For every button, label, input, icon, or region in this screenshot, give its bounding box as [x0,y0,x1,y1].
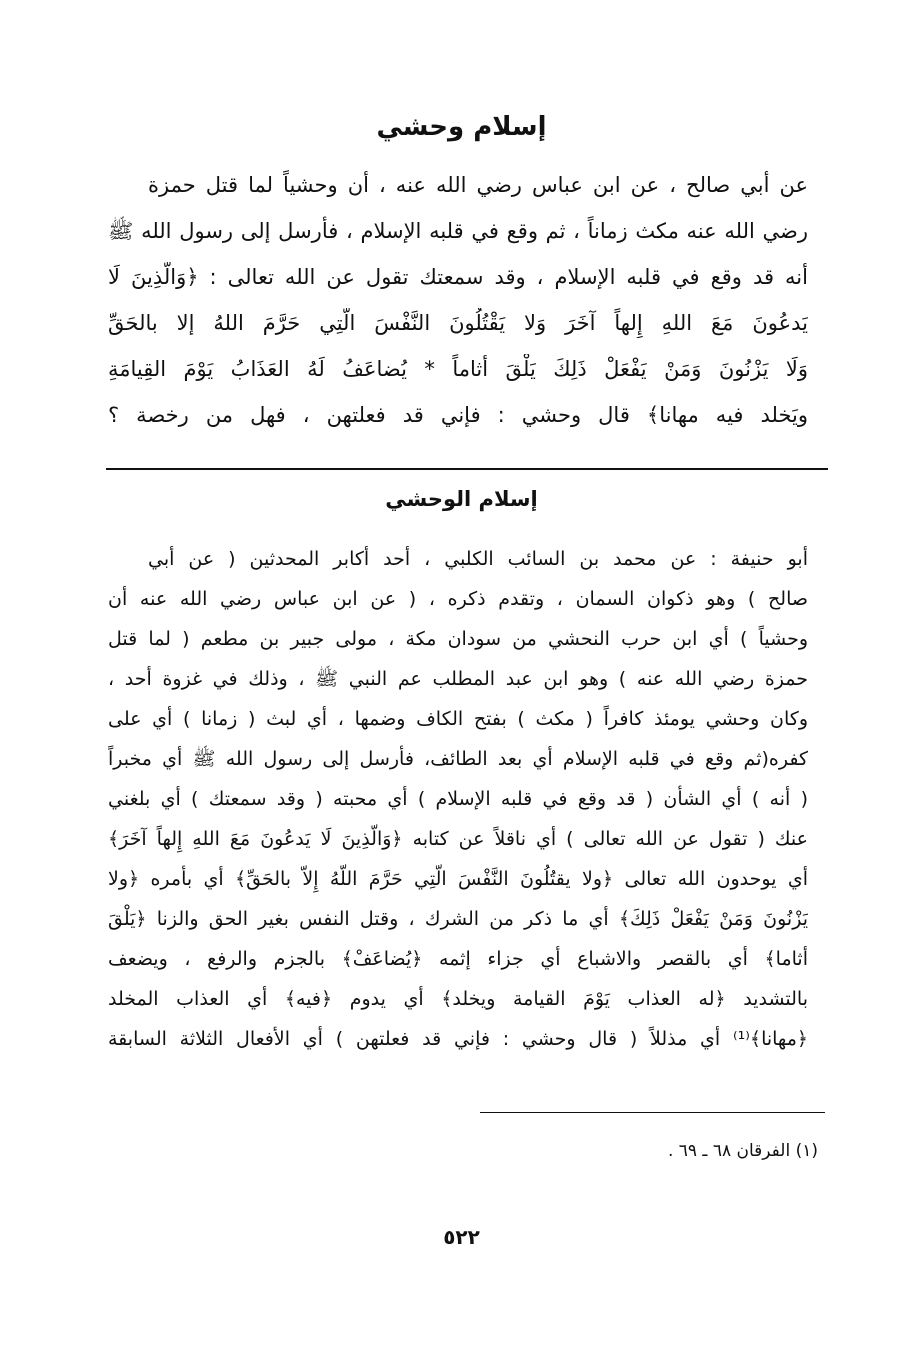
text-line: عنك ( تقول عن الله تعالى ) أي ناقلاً عن كتابه ﴿وَالَّذِينَ لَا يَدعُونَ مَعَ اللهِ إِلهاً آخَرَ﴾ [108,828,808,850]
text-line: وحشياً ) أي ابن حرب النحشي من سودان مكة ، مولى جبير بن مطعم ( لما قتل [108,628,808,650]
text-line: يَدعُونَ مَعَ اللهِ إِلهاً آخَرَ وَلا يَقْتُلُونَ النَّفْسَ الَّتِي حَرَّمَ اللهُ إلا بالحَقِّ [108,311,808,335]
text-line: ﴿مهانا﴾⁽¹⁾ أي مذللاً ( قال وحشي : فإني قد فعلتهن ) أي الأفعال الثلاثة السابقة [108,1028,808,1050]
text-line: عن أبي صالح ، عن ابن عباس رضي الله عنه ، أن وحشياً لما قتل حمزة [148,173,808,197]
text-line: وَلَا يَزْنُونَ وَمَنْ يَفْعَلْ ذَلِكَ يَلْقَ أثاماً * يُضاعَفُ لَهُ العَذَابُ يَوْمَ القِيامَةِ [108,357,808,381]
text-line: صالح ) وهو ذكوان السمان ، وتقدم ذكره ، ( عن ابن عباس رضي الله عنه أن [108,588,808,610]
text-line: كفره(ثم وقع في قلبه الإسلام أي بعد الطائف، فأرسل إلى رسول الله ﷺ أي مخبراً [108,748,808,770]
text-line: أنه قد وقع في قلبه الإسلام ، وقد سمعتك تقول عن الله تعالى : ﴿وَالَّذِينَ لَا [108,265,808,289]
text-line: ويَخلد فيه مهانا﴾ قال وحشي : فإني قد فعلتهن ، فهل من رخصة ؟ [108,403,808,427]
text-line: أبو حنيفة : عن محمد بن السائب الكلبي ، أحد أكابر المحدثين ( عن أبي [148,548,808,570]
section-divider [106,468,828,470]
text-line: حمزة رضي الله عنه ) وهو ابن عبد المطلب عم النبي ﷺ ، وذلك في غزوة أحد ، [108,668,808,690]
text-line: رضي الله عنه مكث زماناً ، ثم وقع في قلبه الإسلام ، فأرسل إلى رسول الله ﷺ [108,219,808,243]
page-number: ٥٢٢ [443,1225,480,1249]
text-line: بالتشديد ﴿له العذاب يَوْمَ القيامة ويخلد﴾ أي يدوم ﴿فيه﴾ أي العذاب المخلد [108,988,808,1010]
text-line: أي يوحدون الله تعالى ﴿ولا يقتُلُونَ النَّفْسَ الَّتِي حَرَّمَ اللَّهُ إِلاّ بالحَقِّ﴾ أي بأمره ﴿ولا [108,868,808,890]
text-line: ( أنه ) أي الشأن ( قد وقع في قلبه الإسلام ) أي محبته ( وقد سمعتك ) أي بلغني [108,788,808,810]
section-title: إسلام وحشي [376,112,547,142]
text-line: يَزْنُونَ وَمَنْ يَفْعَلْ ذَلِكَ﴾ أي ما ذكر من الشرك ، وقتل النفس بغير الحق والزنا ﴿يَلْقَ [108,908,808,930]
text-line: وكان وحشي يومئذ كافراً ( مكث ) بفتح الكاف وضمها ، أي لبث ( زمانا ) أي على [108,708,808,730]
footnote-divider [480,1112,825,1113]
text-line: أثاما﴾ أي بالقصر والاشباع أي جزاء إثمه ﴿يُضاعَفْ﴾ بالجزم والرفع ، ويضعف [108,948,808,970]
footnote: (١) الفرقان ٦٨ ـ ٦٩ . [667,1141,818,1161]
commentary-title: إسلام الوحشي [385,487,538,511]
